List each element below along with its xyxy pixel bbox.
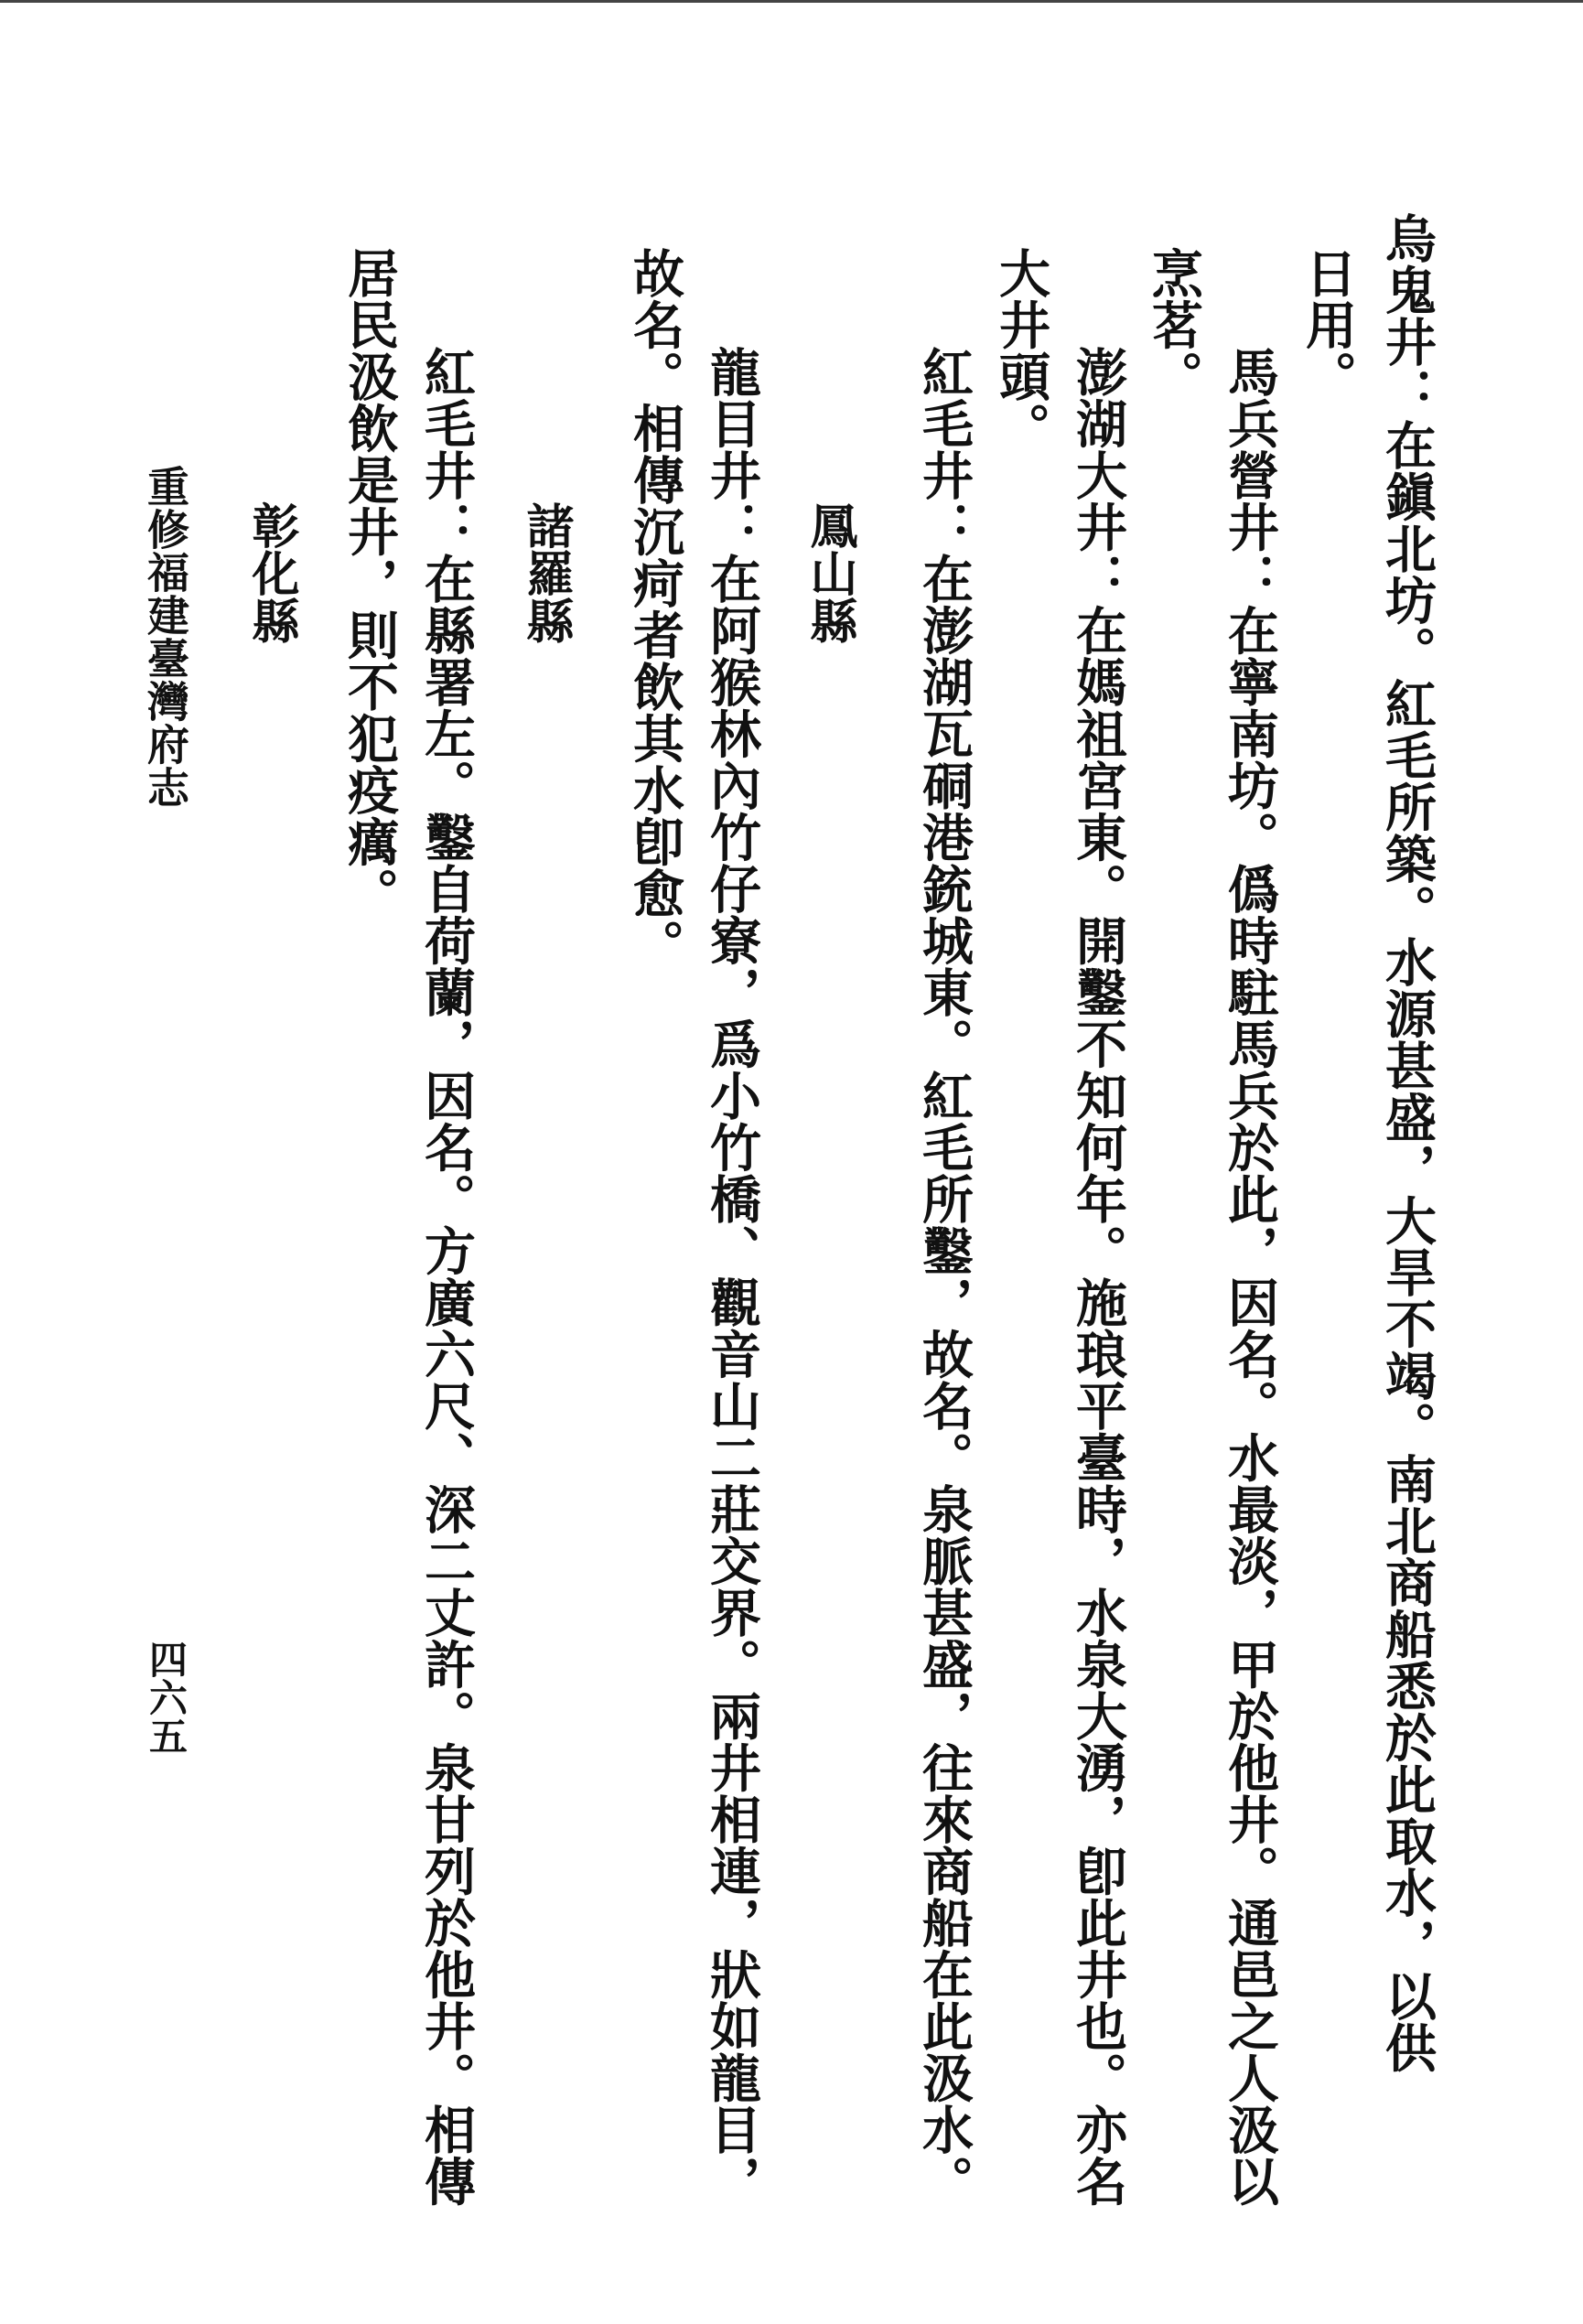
- text-line-9: 龍目井：在阿猴林內竹仔寮，爲小竹橋、觀音山二莊交界。兩井相連，狀如龍目，: [702, 346, 762, 2207]
- text-line-13: 居民汲飲是井，則不犯疫癘。: [339, 247, 400, 920]
- text-line-12: 紅毛井：在縣署左。鑿自荷蘭，因名。方廣六尺、深二丈許。泉甘列於他井。相傳: [416, 346, 477, 2207]
- text-line-3: 馬兵營井：在寧南坊。僞時駐馬兵於此，因名。水最淡，甲於他井。通邑之人汲以: [1220, 346, 1280, 2207]
- section-heading-fengshan: 鳳山縣: [802, 501, 857, 644]
- top-border-rule: [0, 0, 1583, 3]
- text-line-1: 烏鬼井：在鎭北坊。紅毛所築。水源甚盛，大旱不竭。南北商船悉於此取水，以供: [1377, 212, 1438, 2073]
- text-line-10: 故名。相傳沉疴者飲其水卽愈。: [625, 247, 685, 971]
- text-line-4: 烹茗。: [1144, 247, 1204, 403]
- section-heading-zhuluo: 諸羅縣: [518, 501, 574, 644]
- text-line-7: 紅毛井：在澎湖瓦硐港銃城東。紅毛所鑿，故名。泉脈甚盛，往來商船在此汲水。: [914, 346, 975, 2207]
- text-line-5: 澎湖大井：在媽祖宮東。開鑿不知何年。施琅平臺時，水泉大湧，卽此井也。亦名: [1068, 346, 1128, 2207]
- book-title: 重修福建臺灣府志: [141, 465, 190, 809]
- text-line-2: 日用。: [1298, 247, 1358, 403]
- text-line-6: 大井頭。: [991, 247, 1051, 454]
- section-heading-zhanghua: 彰化縣: [243, 501, 299, 644]
- page-number: 四六五: [144, 1640, 188, 1755]
